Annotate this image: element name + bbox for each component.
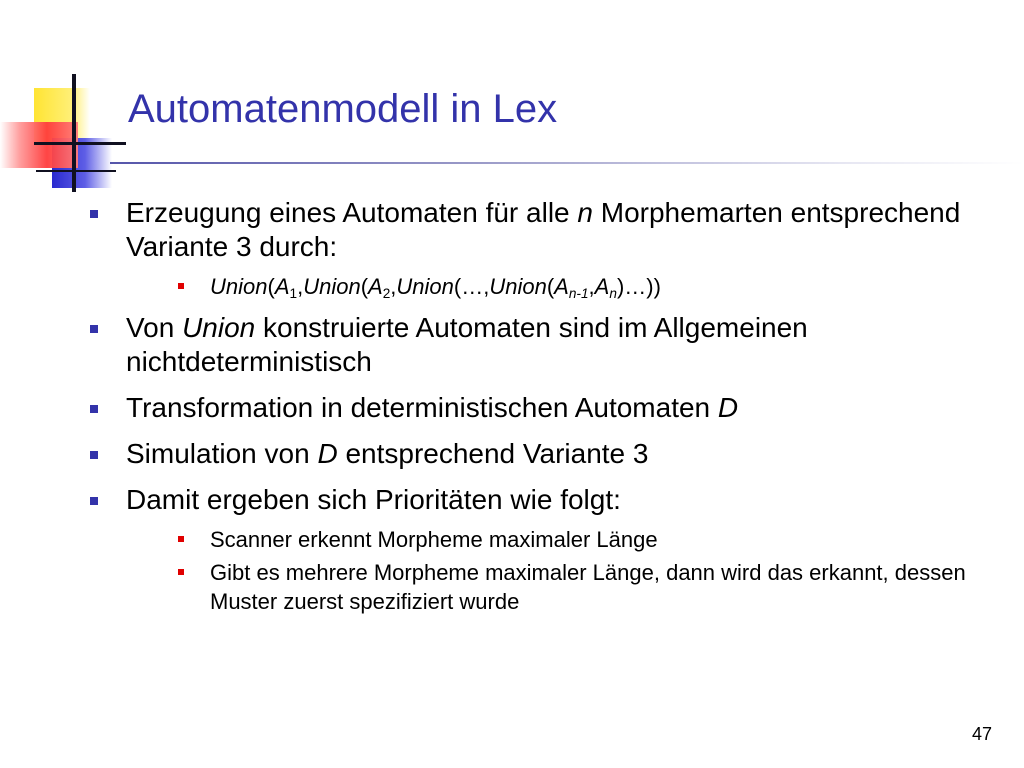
logo-horizontal-line-2: [36, 170, 116, 172]
logo-horizontal-line: [34, 142, 126, 145]
slide-content: [88, 196, 978, 626]
bullet-square-icon: [178, 283, 184, 289]
sub-list: [126, 272, 978, 301]
slide-title: Automatenmodell in Lex: [128, 87, 558, 131]
bullet-list: [88, 196, 978, 616]
sub-list-item: Scanner erkennt Morpheme maximaler Länge: [126, 525, 978, 554]
bullet-square-icon: [90, 325, 98, 333]
sub-list-item: Gibt es mehrere Morpheme maximaler Länge, dann wird das erkannt, dessen Muster zuerst spezifiziert wurde: [126, 558, 978, 616]
bullet-square-icon: [178, 536, 184, 542]
logo-vertical-line: [72, 74, 76, 192]
formula-item: [126, 272, 978, 301]
bullet-square-icon: [90, 210, 98, 218]
sub-list: [126, 525, 978, 616]
red-square: [0, 122, 78, 168]
bullet-square-icon: [90, 451, 98, 459]
union-formula: $Union(A_1,Union(A_2,Union(\dots,Union(A_{n-1},A_n)\dots))$: [210, 274, 661, 301]
bullet-square-icon: [178, 569, 184, 575]
list-item: Damit ergeben sich Prioritäten wie folgt: Scanner erkennt Morpheme maximaler Länge Gibt es mehrere Morpheme maximaler Länge, dann wird das erkannt, dessen Muster zuerst spezifiziert wurde: [88, 483, 978, 616]
list-item: Transformation in deterministischen Automaten D: [88, 391, 978, 425]
title-underline: [110, 162, 1024, 164]
decorative-logo: [0, 0, 140, 200]
list-item: Erzeugung eines Automaten für alle n Morphemarten entsprechend Variante 3 durch: $Union(A_1,Union(A_2,Union(\dots,Union(A_{n-1},A_n)\dots))$: [88, 196, 978, 301]
page-number: 47: [971, 724, 992, 744]
bullet-square-icon: [90, 497, 98, 505]
list-item: Von Union konstruierte Automaten sind im Allgemeinen nichtdeterministisch: [88, 311, 978, 379]
bullet-square-icon: [90, 405, 98, 413]
list-item: Simulation von D entsprechend Variante 3: [88, 437, 978, 471]
